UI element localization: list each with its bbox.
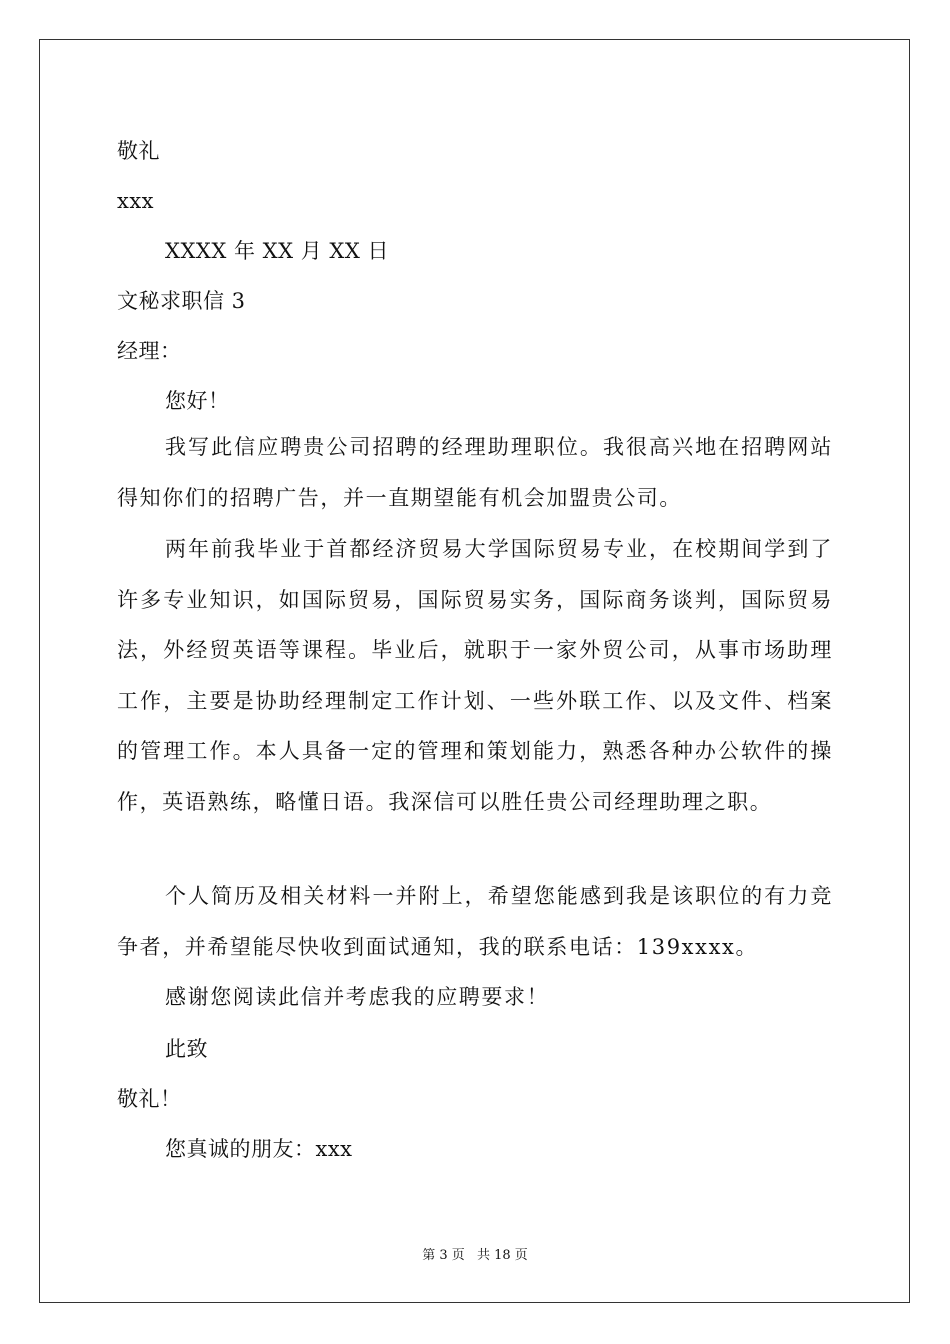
page-total: 共 18 页 bbox=[476, 1248, 528, 1263]
date-prev: XXXX 年 XX 月 XX 日 bbox=[165, 239, 389, 263]
salutation: 经理： bbox=[117, 339, 182, 363]
paragraph-1: 我写此信应聘贵公司招聘的经理助理职位。我很高兴地在招聘网站得知你们的招聘广告，并一直期望能有机会加盟贵公司。 bbox=[117, 435, 833, 510]
greeting: 您好！ bbox=[165, 389, 230, 413]
paragraph-4: 感谢您阅读此信并考虑我的应聘要求！ bbox=[165, 985, 550, 1009]
paragraph-2: 两年前我毕业于首都经济贸易大学国际贸易专业，在校期间学到了许多专业知识，如国际贸易，国际贸易实务，国际商务谈判，国际贸易法，外经贸英语等课程。毕业后，就职于一家外贸公司，从事市场助理工作，主要是协助经理制定工作计划、一些外联工作、以及文件、档案的管理工作。本人具备一定的管理和策划能力，熟悉各种办公软件的操作，英语熟练，略懂日语。我深信可以胜任贵公司经理助理之职。 bbox=[117, 537, 833, 814]
closing-phrase: 此致 bbox=[165, 1037, 208, 1061]
closing: 敬礼！ bbox=[117, 1087, 182, 1111]
signature-prev: xxx bbox=[117, 189, 155, 213]
page-footer bbox=[0, 1248, 950, 1264]
letter-title: 文秘求职信 3 bbox=[117, 289, 246, 313]
page-number: 第 3 页 bbox=[422, 1248, 465, 1263]
signature: 您真诚的朋友：xxx bbox=[165, 1137, 353, 1161]
closing-prev: 敬礼 bbox=[117, 139, 160, 163]
paragraph-3: 个人简历及相关材料一并附上，希望您能感到我是该职位的有力竞争者，并希望能尽快收到面试通知，我的联系电话：139xxxx。 bbox=[117, 884, 833, 959]
